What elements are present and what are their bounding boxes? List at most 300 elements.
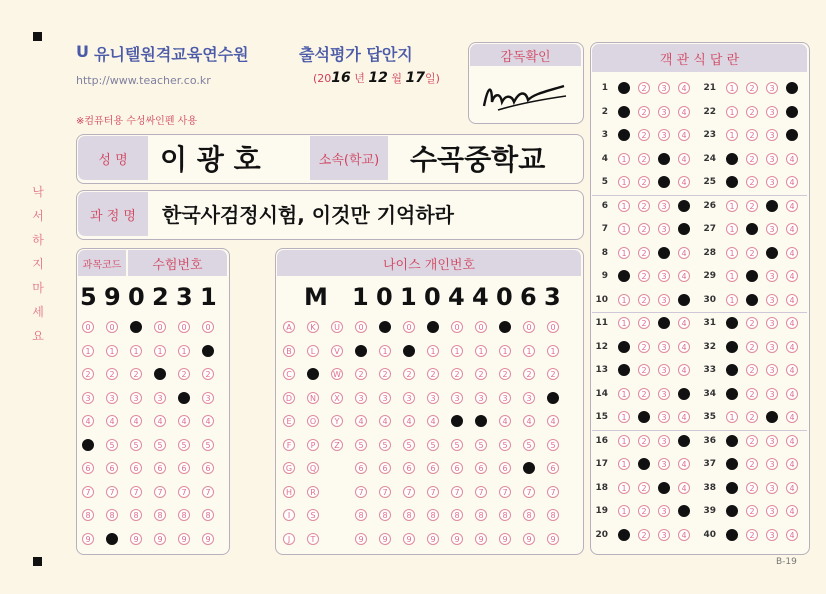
nice-letter-bubble: Z [331,439,343,451]
nice-letter-bubble: G [283,462,295,474]
answer-bubble: 1 [618,223,630,235]
nice-digit-bubble: 1 [427,345,439,357]
nice-digit-bubble: 2 [427,368,439,380]
question-number: 25 [703,177,716,187]
question-number: 37 [703,459,716,469]
answer-bubble: 2 [746,317,758,329]
answer-bubble: 2 [746,82,758,94]
nice-digit-bubble: 4 [475,415,487,427]
exam-digit-bubble: 5 [202,439,214,451]
exam-digit-bubble: 4 [178,415,190,427]
school-value: 수곡중학교 [410,143,546,176]
nice-letter-bubble: A [283,321,295,333]
nice-letter-bubble: K [307,321,319,333]
question-number: 26 [703,200,716,211]
nice-char: 0 [376,283,393,311]
answer-bubble: 2 [638,247,650,259]
question-number: 20 [595,529,608,540]
question-number: 33 [703,365,716,375]
question-number: 40 [703,529,716,540]
answer-bubble: 3 [766,364,778,376]
answer-bubble: 1 [618,129,630,141]
question-number: 23 [703,130,716,140]
answer-bubble: 4 [678,435,690,447]
answer-bubble: 1 [618,106,630,118]
nice-digit-bubble: 4 [355,415,367,427]
nice-digit-bubble: 5 [427,439,439,451]
exam-digit-bubble: 6 [130,462,142,474]
nice-digit-bubble: 5 [451,439,463,451]
exam-digit-bubble: 4 [154,415,166,427]
exam-digit-bubble: 8 [130,509,142,521]
answer-bubble: 3 [658,270,670,282]
question-number: 17 [595,459,608,469]
answer-bubble: 1 [618,529,630,541]
exam-digit-bubble: 9 [202,533,214,545]
exam-digit-bubble: 2 [130,368,142,380]
group-divider [592,195,807,196]
group-divider [592,430,807,431]
nice-letter-bubble: M [307,368,319,380]
answer-bubble: 2 [638,388,650,400]
answer-bubble: 1 [726,106,738,118]
nice-letter-bubble: C [283,368,295,380]
nice-digit-bubble: 9 [379,533,391,545]
question-number: 10 [595,294,608,305]
nice-digit-bubble: 3 [427,392,439,404]
answer-bubble: 3 [766,294,778,306]
answer-bubble: 2 [746,388,758,400]
question-number: 29 [703,271,716,281]
answer-header: 객 관 식 답 란 [592,44,807,72]
nice-digit-bubble: 5 [403,439,415,451]
answer-bubble: 2 [638,294,650,306]
nice-digit-bubble: 8 [451,509,463,521]
nice-digit-bubble: 8 [379,509,391,521]
exam-digit-bubble: 0 [178,321,190,333]
answer-bubble: 4 [678,270,690,282]
nice-letter-bubble: N [307,392,319,404]
answer-bubble: 1 [618,294,630,306]
nice-letter-bubble: R [307,486,319,498]
nice-digit-bubble: 4 [523,415,535,427]
answer-bubble: 4 [678,364,690,376]
answer-bubble: 3 [766,388,778,400]
exam-digit-bubble: 3 [202,392,214,404]
answer-bubble: 4 [678,505,690,517]
question-number: 16 [595,435,608,446]
nice-digit-bubble: 7 [355,486,367,498]
pen-notice: ※컴퓨터용 수성싸인펜 사용 [76,116,197,127]
nice-digit-bubble: 8 [547,509,559,521]
answer-bubble: 2 [746,482,758,494]
question-number: 13 [595,365,608,375]
answer-bubble: 3 [658,458,670,470]
answer-bubble: 3 [658,435,670,447]
nice-digit-bubble: 0 [451,321,463,333]
answer-bubble: 1 [726,200,738,212]
nice-digit-bubble: 7 [427,486,439,498]
answer-bubble: 1 [618,270,630,282]
nice-digit-bubble: 2 [499,368,511,380]
exam-digit: 1 [200,283,217,311]
exam-digit-bubble: 3 [154,392,166,404]
answer-bubble: 3 [766,529,778,541]
answer-bubble: 4 [786,82,798,94]
exam-digit-bubble: 5 [130,439,142,451]
answer-bubble: 3 [766,153,778,165]
exam-digit-bubble: 2 [178,368,190,380]
timing-mark [33,557,42,566]
answer-bubble: 4 [786,435,798,447]
answer-bubble: 2 [746,270,758,282]
exam-digit-bubble: 8 [154,509,166,521]
exam-digit-bubble: 2 [106,368,118,380]
exam-digit-bubble: 7 [130,486,142,498]
nice-digit-bubble: 1 [355,345,367,357]
answer-bubble: 4 [678,458,690,470]
nice-digit-bubble: 0 [427,321,439,333]
exam-digit-bubble: 0 [154,321,166,333]
question-number: 22 [703,106,716,117]
nice-digit-bubble: 8 [403,509,415,521]
question-number: 28 [703,247,716,258]
nice-digit-bubble: 5 [379,439,391,451]
nice-digit-bubble: 9 [451,533,463,545]
nice-digit-bubble: 5 [547,439,559,451]
timing-mark [33,32,42,41]
answer-bubble: 3 [766,82,778,94]
exam-digit-bubble: 8 [106,509,118,521]
answer-bubble: 1 [726,482,738,494]
question-number: 31 [703,318,716,328]
exam-digit-bubble: 5 [106,439,118,451]
answer-bubble: 1 [618,153,630,165]
nice-digit-bubble: 7 [547,486,559,498]
answer-bubble: 3 [658,482,670,494]
exam-digit-bubble: 3 [106,392,118,404]
exam-digit-bubble: 7 [154,486,166,498]
exam-digit-bubble: 6 [82,462,94,474]
nice-digit-bubble: 0 [379,321,391,333]
nice-digit-bubble: 0 [547,321,559,333]
answer-bubble: 2 [638,317,650,329]
answer-bubble: 2 [638,411,650,423]
answer-bubble: 1 [726,153,738,165]
site-url: http://www.teacher.co.kr [76,74,211,87]
nice-letter-bubble: T [307,533,319,545]
answer-bubble: 1 [726,176,738,188]
answer-bubble: 4 [786,482,798,494]
answer-bubble: 1 [726,364,738,376]
answer-bubble: 4 [786,106,798,118]
nice-digit-bubble: 4 [547,415,559,427]
answer-bubble: 1 [726,505,738,517]
nice-letter-bubble: P [307,439,319,451]
nice-digit-bubble: 2 [451,368,463,380]
exam-digit-bubble: 1 [106,345,118,357]
nice-digit-bubble: 8 [355,509,367,521]
exam-digit-bubble: 5 [178,439,190,451]
answer-bubble: 3 [658,153,670,165]
nice-digit-bubble: 4 [403,415,415,427]
answer-bubble: 1 [726,388,738,400]
nice-digit-bubble: 6 [475,462,487,474]
answer-bubble: 4 [786,176,798,188]
nice-letter-bubble: U [331,321,343,333]
nice-digit-bubble: 6 [403,462,415,474]
nice-digit-bubble: 0 [403,321,415,333]
exam-digit-bubble: 0 [82,321,94,333]
nice-char: 6 [520,283,537,311]
answer-bubble: 4 [678,106,690,118]
exam-digit: 3 [176,283,193,311]
answer-bubble: 4 [678,153,690,165]
nice-letter-bubble: O [307,415,319,427]
answer-bubble: 3 [766,341,778,353]
nice-digit-bubble: 9 [499,533,511,545]
answer-bubble: 2 [746,341,758,353]
answer-bubble: 3 [658,364,670,376]
answer-bubble: 4 [678,482,690,494]
nice-char: 4 [472,283,489,311]
answer-bubble: 1 [726,458,738,470]
answer-bubble: 3 [658,82,670,94]
answer-bubble: 1 [726,341,738,353]
nice-digit-bubble: 8 [499,509,511,521]
answer-bubble: 2 [746,294,758,306]
exam-digit-bubble: 3 [130,392,142,404]
nice-digit-bubble: 8 [427,509,439,521]
nice-digit-bubble: 6 [355,462,367,474]
exam-digit-bubble: 4 [130,415,142,427]
nice-digit-bubble: 7 [403,486,415,498]
exam-digit-bubble: 8 [178,509,190,521]
answer-bubble: 2 [746,106,758,118]
answer-bubble: 3 [658,223,670,235]
answer-bubble: 2 [638,106,650,118]
answer-bubble: 2 [638,176,650,188]
answer-bubble: 3 [658,129,670,141]
question-number: 6 [601,200,608,211]
answer-bubble: 4 [678,411,690,423]
answer-bubble: 2 [746,435,758,447]
question-number: 21 [703,83,716,93]
nice-digit-bubble: 3 [499,392,511,404]
nice-letter-bubble: I [283,509,295,521]
nice-digit-bubble: 7 [451,486,463,498]
answer-bubble: 1 [618,364,630,376]
exam-digit-bubble: 3 [82,392,94,404]
answer-bubble: 1 [726,411,738,423]
nice-digit-bubble: 3 [547,392,559,404]
exam-digit-bubble: 4 [202,415,214,427]
answer-bubble: 1 [726,529,738,541]
nice-digit-bubble: 5 [499,439,511,451]
answer-bubble: 2 [746,247,758,259]
answer-bubble: 2 [746,129,758,141]
answer-bubble: 2 [746,176,758,188]
answer-bubble: 2 [638,435,650,447]
exam-digit-bubble: 4 [106,415,118,427]
question-number: 2 [601,106,608,117]
answer-bubble: 3 [658,388,670,400]
exam-digit-bubble: 8 [202,509,214,521]
sheet-title: 출석평가 답안지 [299,45,413,64]
nice-digit-bubble: 6 [379,462,391,474]
answer-bubble: 1 [726,82,738,94]
answer-bubble: 1 [726,247,738,259]
answer-bubble: 2 [638,529,650,541]
group-divider [592,312,807,313]
nice-letter-bubble: E [283,415,295,427]
school-label: 소속(학교) [310,136,388,180]
nice-digit-bubble: 7 [475,486,487,498]
answer-bubble: 4 [678,317,690,329]
answer-bubble: 1 [618,247,630,259]
name-label: 성 명 [78,136,148,180]
nice-digit-bubble: 2 [403,368,415,380]
answer-bubble: 1 [726,129,738,141]
nice-digit-bubble: 1 [451,345,463,357]
exam-digit-bubble: 2 [202,368,214,380]
question-number: 12 [595,341,608,352]
answer-bubble: 1 [618,435,630,447]
nice-digit-bubble: 0 [523,321,535,333]
answer-bubble: 4 [786,270,798,282]
answer-bubble: 4 [678,388,690,400]
question-number: 8 [601,247,608,258]
question-number: 35 [703,412,716,422]
exam-digit-bubble: 1 [130,345,142,357]
nice-digit-bubble: 2 [355,368,367,380]
question-number: 14 [595,388,608,399]
answer-bubble: 2 [746,529,758,541]
question-number: 3 [601,130,608,140]
answer-bubble: 1 [726,435,738,447]
nice-digit-bubble: 1 [523,345,535,357]
logo-icon: U [76,42,89,61]
answer-bubble: 2 [638,82,650,94]
answer-bubble: 1 [618,176,630,188]
exam-digit-bubble: 0 [106,321,118,333]
answer-bubble: 2 [746,411,758,423]
question-number: 5 [601,177,608,187]
answer-bubble: 4 [678,341,690,353]
answer-bubble: 2 [638,200,650,212]
nice-digit-bubble: 9 [523,533,535,545]
exam-digit-bubble: 1 [202,345,214,357]
exam-digit: 2 [152,283,169,311]
answer-bubble: 1 [618,82,630,94]
answer-bubble: 1 [726,317,738,329]
answer-bubble: 3 [766,106,778,118]
nice-digit-bubble: 9 [403,533,415,545]
question-number: 7 [601,224,608,234]
answer-bubble: 3 [658,106,670,118]
answer-bubble: 4 [678,529,690,541]
question-number: 38 [703,482,716,493]
nice-char: 1 [400,283,417,311]
exam-digit-bubble: 5 [82,439,94,451]
exam-digit-bubble: 9 [130,533,142,545]
answer-bubble: 2 [746,153,758,165]
nice-digit-bubble: 4 [451,415,463,427]
answer-bubble: 3 [658,200,670,212]
answer-bubble: 1 [618,482,630,494]
answer-bubble: 1 [618,317,630,329]
answer-bubble: 4 [786,411,798,423]
nice-char: 1 [352,283,369,311]
form-code: B-19 [776,557,797,567]
exam-digit: 0 [128,283,145,311]
answer-bubble: 4 [786,341,798,353]
nice-char: 0 [496,283,513,311]
question-number: 36 [703,435,716,446]
course-label: 과 정 명 [78,192,148,236]
answer-bubble: 2 [746,223,758,235]
answer-bubble: 1 [618,341,630,353]
question-number: 39 [703,506,716,516]
nice-digit-bubble: 3 [403,392,415,404]
nice-digit-bubble: 6 [427,462,439,474]
answer-bubble: 1 [618,411,630,423]
nice-letter-bubble: Q [307,462,319,474]
nice-digit-bubble: 2 [475,368,487,380]
nice-letter-bubble: S [307,509,319,521]
exam-digit-bubble: 6 [178,462,190,474]
exam-digit-bubble: 7 [82,486,94,498]
answer-bubble: 4 [786,294,798,306]
question-number: 11 [595,318,608,328]
answer-bubble: 1 [618,388,630,400]
question-number: 34 [703,388,716,399]
exam-digit-bubble: 9 [82,533,94,545]
answer-bubble: 3 [766,270,778,282]
nice-digit-bubble: 3 [379,392,391,404]
answer-bubble: 3 [658,341,670,353]
answer-bubble: 3 [658,176,670,188]
question-number: 27 [703,224,716,234]
signature-icon [478,76,574,116]
answer-bubble: 3 [766,435,778,447]
nice-letter-bubble: X [331,392,343,404]
answer-bubble: 1 [726,223,738,235]
nice-digit-bubble: 1 [499,345,511,357]
answer-bubble: 4 [786,388,798,400]
nice-letter-bubble: L [307,345,319,357]
nice-digit-bubble: 2 [523,368,535,380]
answer-bubble: 2 [638,223,650,235]
exam-digit-bubble: 6 [154,462,166,474]
question-number: 24 [703,153,716,164]
nice-digit-bubble: 0 [355,321,367,333]
answer-bubble: 2 [638,270,650,282]
nice-digit-bubble: 0 [499,321,511,333]
supervisor-label: 감독확인 [470,44,581,66]
nice-digit-bubble: 1 [547,345,559,357]
answer-bubble: 1 [726,270,738,282]
nice-digit-bubble: 6 [499,462,511,474]
nice-digit-bubble: 8 [475,509,487,521]
nice-letter-bubble: W [331,368,343,380]
nice-digit-bubble: 3 [355,392,367,404]
answer-bubble: 4 [678,129,690,141]
nice-digit-bubble: 7 [523,486,535,498]
answer-bubble: 1 [618,458,630,470]
exam-digit: 5 [80,283,97,311]
answer-bubble: 3 [658,294,670,306]
